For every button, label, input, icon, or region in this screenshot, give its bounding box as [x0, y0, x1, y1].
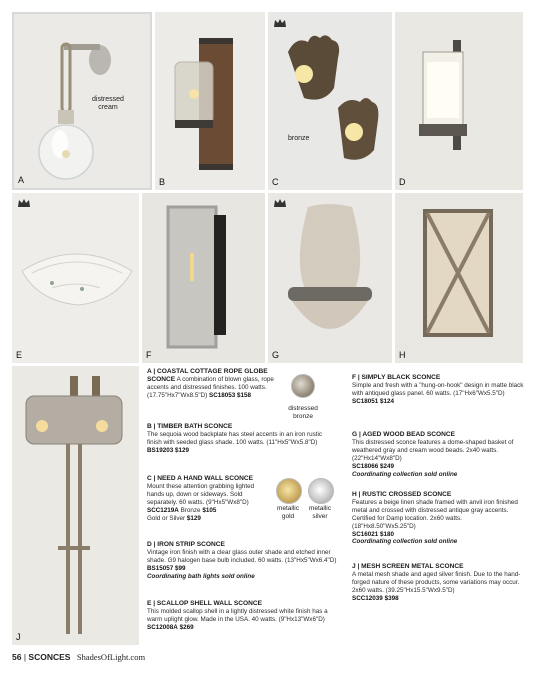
- brand-url[interactable]: ShadesOfLight.com: [76, 652, 146, 662]
- product-price-f: $124: [380, 397, 395, 405]
- product-body-a: A combination of blown glass, rope accents and distressed finishes. 100 watts. (17.75"Hx7"Wx8.5"D): [147, 375, 274, 399]
- product-tile-h[interactable]: [395, 193, 523, 363]
- product-heading-f: F | SIMPLY BLACK SCONCE: [352, 374, 441, 381]
- product-desc-a: [147, 368, 285, 400]
- product-sku-h: SC16021: [352, 530, 379, 538]
- product-tile-a[interactable]: [12, 12, 152, 190]
- product-price-e: $269: [179, 623, 194, 631]
- product-desc-c: [147, 475, 269, 522]
- finish-label-silver: metallic silver: [308, 505, 332, 520]
- product-body-b: The sequoia wood backplate has steel accents in an iron rustic finish with seeded glass shade. 100 watts. (11"Hx5"Wx5.8"D): [147, 430, 323, 446]
- crown-icon: [18, 199, 30, 207]
- product-note-g: Coordinating collection sold online: [352, 470, 458, 478]
- product-tile-f[interactable]: [142, 193, 265, 363]
- product-sku-a: SC18053: [209, 391, 236, 399]
- product-desc-d: [147, 541, 337, 581]
- sconce-j-image: [12, 366, 139, 645]
- product-desc-g: [352, 431, 524, 478]
- product-desc-b: [147, 423, 337, 455]
- product-body-j: A metal mesh shade and aged silver finish. Due to the hand-forged nature of these products, some variations may occur. 2x60 watts. (39.25"Hx15.5"Wx9.5"D): [352, 570, 521, 594]
- product-heading-c: C | NEED A HAND WALL SCONCE: [147, 475, 254, 482]
- product-body-d: Vintage iron finish with a clear glass outer shade and etched inner shade. G9 halogen base bulb included. 60 watts. (13"Hx5"Wx6.4"D): [147, 548, 337, 564]
- product-sku-f: SC18051: [352, 397, 379, 405]
- product-desc-j: [352, 563, 524, 603]
- product-body-e: This molded scallop shell in a lightly distressed white finish has a warm uplight glow. Made in the USA. 40 watts. (9"Hx13"Wx6"D): [147, 607, 328, 623]
- crown-icon: [274, 19, 286, 27]
- product-variant-c2: Gold or Silver: [147, 514, 186, 522]
- sconce-c-image: [268, 12, 392, 190]
- tile-letter-a: A: [18, 175, 25, 185]
- finish-label-a: distressed cream: [92, 96, 124, 111]
- tile-letter-d: D: [399, 177, 406, 187]
- tile-letter-g: G: [272, 350, 280, 360]
- product-price-c1: $105: [202, 506, 217, 514]
- product-sku-d: BS15057: [147, 564, 174, 572]
- product-desc-h: [352, 491, 524, 546]
- sconce-b-image: [155, 12, 265, 190]
- tile-letter-j: J: [16, 632, 21, 642]
- product-price-h: $180: [380, 530, 395, 538]
- product-heading-g: G | AGED WOOD BEAD SCONCE: [352, 431, 456, 438]
- footer-separator: |: [23, 652, 29, 662]
- finish-swatch-gold: [276, 478, 302, 504]
- product-sku-j: SCC12039: [352, 594, 383, 602]
- product-price-g: $249: [380, 462, 395, 470]
- tile-letter-e: E: [16, 350, 23, 360]
- sconce-f-image: [142, 193, 265, 363]
- product-tile-j[interactable]: [12, 366, 139, 645]
- finish-swatch-a: [291, 374, 315, 398]
- product-tile-c[interactable]: [268, 12, 392, 190]
- product-price-c2: $129: [186, 514, 201, 522]
- product-tile-g[interactable]: [268, 193, 392, 363]
- product-heading-a: A | COASTAL COTTAGE ROPE GLOBE SCONCE: [147, 368, 268, 383]
- finish-label-gold: metallic gold: [276, 505, 300, 520]
- product-sku-g: SC18066: [352, 462, 379, 470]
- sconce-d-image: [395, 12, 523, 190]
- page-number: 56: [12, 652, 22, 662]
- product-heading-j: J | MESH SCREEN METAL SCONCE: [352, 563, 464, 570]
- product-note-h: Coordinating collection sold online: [352, 538, 458, 546]
- finish-swatch-silver: [308, 478, 334, 504]
- product-sku-e: SC12008A: [147, 623, 178, 631]
- sconce-h-image: [395, 193, 523, 363]
- finish-label-c: bronze: [288, 135, 310, 142]
- product-tile-b[interactable]: [155, 12, 265, 190]
- product-price-j: $398: [384, 594, 399, 602]
- section-name: SCONCES: [28, 652, 71, 662]
- product-variant-c1: Bronze: [180, 506, 201, 514]
- product-body-g: This distressed sconce features a dome-shaped basket of weathered gray and cream wood beads. 2x40 watts. (22"Hx14"Wx8"D): [352, 438, 514, 462]
- product-sku-c: SCC1219A: [147, 506, 179, 514]
- product-price-d: $99: [175, 564, 186, 572]
- tile-letter-b: B: [159, 177, 166, 187]
- tile-letter-h: H: [399, 350, 406, 360]
- product-heading-e: E | SCALLOP SHELL WALL SCONCE: [147, 600, 263, 607]
- product-note-d: Coordinating bath lights sold online: [147, 572, 255, 580]
- product-body-c: Mount these attention grabbing lighted hands up, down or sideways. Sold separately. 60 watts. (9"Hx5"Wx8"D): [147, 482, 255, 506]
- product-price-a: $158: [237, 391, 252, 399]
- product-desc-e: [147, 600, 337, 632]
- product-heading-b: B | TIMBER BATH SCONCE: [147, 423, 233, 430]
- sconce-e-image: [12, 193, 139, 363]
- sconce-g-image: [268, 193, 392, 363]
- product-tile-e[interactable]: [12, 193, 139, 363]
- product-body-f: Simple and fresh with a "hung-on-hook" design in matte black with antiqued glass panel. 60 watts. (17"Hx6"Wx5.5"D): [352, 381, 524, 397]
- product-heading-h: H | RUSTIC CROSSED SCONCE: [352, 491, 452, 498]
- crown-icon: [274, 199, 286, 207]
- product-desc-f: [352, 374, 524, 406]
- page-footer: [12, 652, 145, 662]
- sconce-a-image: [14, 14, 152, 190]
- product-heading-d: D | IRON STRIP SCONCE: [147, 541, 225, 548]
- product-body-h: Features a beige linen shade framed with anvil iron finished metal and crossed with distressed antique gray accents. Certified for Damp location. 2x60 watts. (18"Hx8.50"Wx5.25"D): [352, 498, 518, 530]
- finish-label-a-swatch: distressed bronze: [288, 405, 318, 420]
- tile-letter-c: C: [272, 177, 279, 187]
- product-sku-b: BS19203: [147, 446, 174, 454]
- product-price-b: $129: [175, 446, 190, 454]
- tile-letter-f: F: [146, 350, 152, 360]
- product-tile-d[interactable]: [395, 12, 523, 190]
